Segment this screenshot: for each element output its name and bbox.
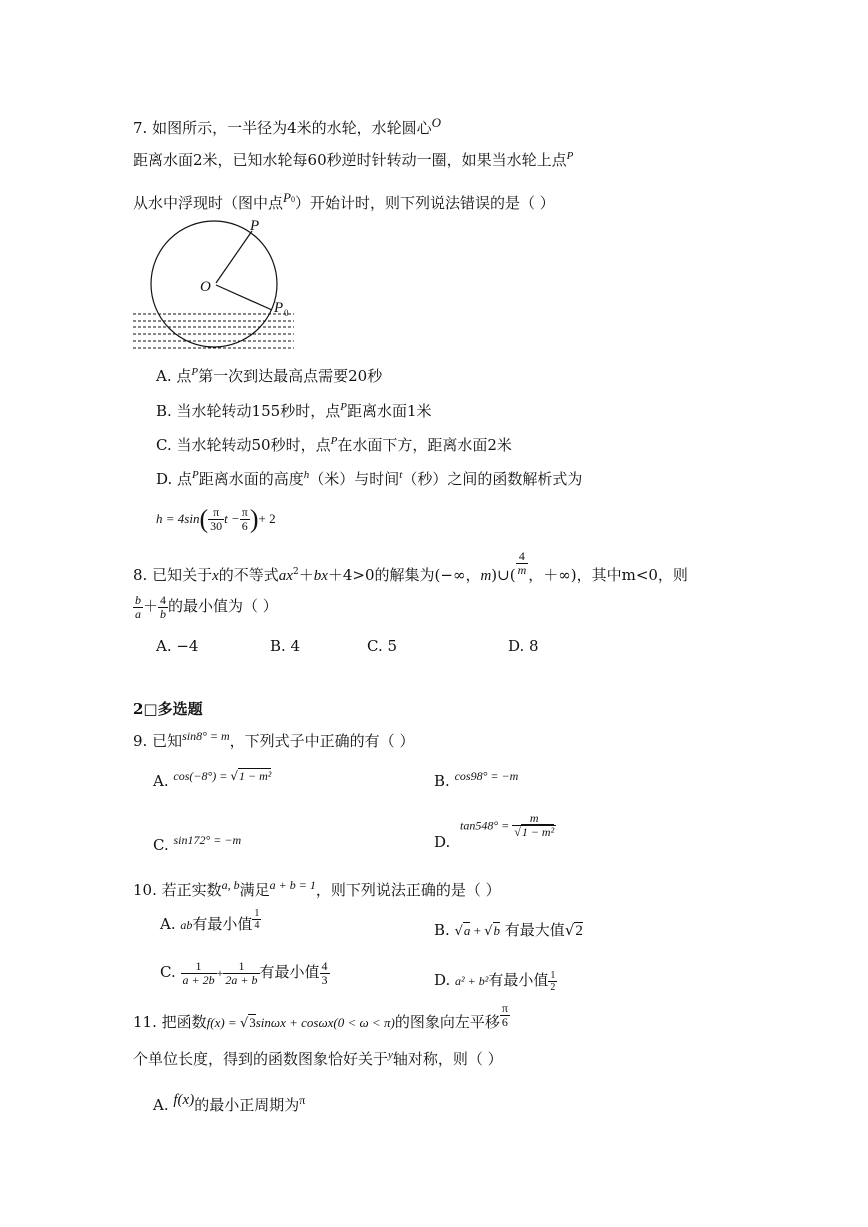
- var-p0-sub: 0: [290, 195, 295, 204]
- fraction-1-a2b: $\frac{1}{a + 2b}$: [182, 958, 215, 987]
- q9-option-b: [434, 766, 518, 791]
- radicand-2: 2: [575, 923, 583, 939]
- option-text: 距离水面1米: [346, 402, 432, 420]
- var-ax: ax: [278, 568, 293, 584]
- q8-option-a: A. −4: [156, 637, 199, 655]
- option-label: B.: [434, 772, 450, 790]
- option-text: D. 点: [156, 470, 193, 488]
- radicand-3: 3: [249, 1015, 256, 1030]
- q7-line1: [133, 113, 441, 138]
- q7-stem-text: 7. 如图所示，一半径为4米的水轮，水轮圆心: [133, 119, 432, 137]
- option-text: 有最小值: [488, 971, 549, 989]
- fraction-4-b: $\frac{4}{b}$: [160, 592, 167, 621]
- exp-2: 2: [292, 567, 299, 577]
- var-x: x: [212, 568, 219, 584]
- option-label: A.: [153, 1096, 169, 1114]
- q10-option-b: B. √a + √b 有最大值√2: [434, 921, 583, 939]
- q8-option-b: B. 4: [270, 637, 301, 655]
- radius-op0: [216, 285, 272, 310]
- fig-label-p0-sub: 0: [284, 308, 289, 318]
- symbol-pi: π: [299, 1093, 306, 1107]
- q9-option-a: A. $^{cos(-8^\circ) =}$ $^{√1 - m^2}$: [153, 769, 272, 790]
- option-expr: cos98° = −m: [454, 769, 519, 783]
- option-text: 有最大值: [504, 921, 565, 939]
- q11-text: 11. 把函数: [133, 1013, 207, 1031]
- option-text: 有最小值: [259, 963, 320, 981]
- q9-text: ，下列式子中正确的有（ ）: [229, 732, 415, 750]
- option-label: D.: [434, 833, 451, 851]
- q7-option-d: [156, 465, 582, 489]
- q11-function-tail: sinωx + cosωx(0 < ω < π): [255, 1015, 395, 1030]
- q10-option-a: [160, 906, 261, 942]
- var-y: y: [388, 1049, 393, 1061]
- q8-text: ＋: [298, 566, 314, 584]
- option-text: 距离水面的高度: [198, 470, 304, 488]
- q10-condition: a + b = 1: [269, 878, 316, 892]
- option-text: A. 点: [156, 367, 192, 385]
- fraction-4-3: $\frac{4}{3}$: [321, 958, 328, 987]
- fraction-b-a: $\frac{b}{a}$: [135, 592, 141, 621]
- var-p: P: [566, 150, 574, 162]
- option-label: A.: [153, 772, 169, 790]
- q8-text: ，＋∞)，其中m<0，则: [528, 566, 688, 584]
- q9-option-c: [153, 830, 241, 855]
- q9-condition: sin8° = m: [182, 729, 230, 743]
- option-label: A.: [160, 915, 176, 933]
- q8-text: )∪(: [491, 566, 516, 584]
- option-text: 在水面下方，距离水面2米: [337, 436, 512, 454]
- option-text: （米）与时间: [309, 470, 400, 488]
- q11-function: f(x) =: [206, 1015, 240, 1030]
- q11-text: 轴对称，则（ ）: [392, 1050, 503, 1068]
- q7-option-c: [156, 431, 512, 455]
- var-h: h: [303, 469, 310, 481]
- q8-line1: [133, 549, 688, 588]
- var-p: P: [340, 401, 347, 413]
- q7-formula: h = 4sin( $\frac{\pi}{30}$ t − $\frac{\pi}{6}$ )+ 2: [156, 504, 276, 534]
- q11-text: 的图象向左平移: [394, 1013, 500, 1031]
- q9-text: 9. 已知: [133, 732, 183, 750]
- plus-sign: ＋: [143, 597, 159, 615]
- option-expr: sin172° = −m: [173, 833, 242, 847]
- option-label: D.: [434, 971, 451, 989]
- var-m: m: [480, 568, 492, 584]
- q7-stem-text: ）开始计时，则下列说法错误的是（ ）: [294, 194, 555, 212]
- option-label: B.: [434, 921, 450, 939]
- q8-text: ＋4>0的解集为(−∞，: [327, 566, 481, 584]
- q7-stem-text: 距离水面2米，已知水轮每60秒逆时针转动一圈，如果当水轮上点: [133, 151, 567, 169]
- water-wheel-figure: [128, 218, 308, 358]
- water-lines: [133, 314, 294, 348]
- q8-line2: [133, 589, 278, 623]
- option-expr-wrap: [460, 812, 556, 839]
- option-label: C.: [160, 963, 176, 981]
- var-o: O: [431, 115, 442, 130]
- var-p0: P: [283, 190, 291, 205]
- q7-option-b: [156, 397, 431, 421]
- fraction-pi-6: $\frac{\pi}{6}$: [501, 1001, 508, 1029]
- q8-text: 8. 已知关于: [133, 566, 213, 584]
- q7-option-a: [156, 362, 382, 386]
- q7-stem-text: 从水中浮现时（图中点: [133, 194, 284, 212]
- q10-text: ，则下列说法正确的是（ ）: [315, 881, 501, 899]
- fig-label-p: P: [250, 218, 260, 234]
- q10-line1: [133, 875, 501, 900]
- q11-line2: [133, 1045, 503, 1069]
- q10-vars: a, b: [221, 878, 240, 892]
- fraction-4-m: $\frac{4}{m}$: [517, 549, 527, 577]
- fraction-1-4: $\frac{1}{4}$: [254, 908, 260, 931]
- option-expr: cos(−8°) =: [173, 769, 231, 783]
- option-radicand: 1 − m²: [239, 769, 272, 783]
- q10-option-c: C. $\frac{1}{a + 2b}$ + $\frac{1}{2a + b}$ 有最小值 $\frac{4}{3}$: [160, 958, 328, 987]
- q11-line1: 11. 把函数f(x) = √3sinωx + cosωx(0 < ω < π)的图象向左平移 $\frac{\pi}{6}$: [133, 1001, 508, 1031]
- var-p: P: [191, 366, 199, 378]
- radicand-b: b: [493, 923, 501, 938]
- option-text: （秒）之间的函数解析式为: [402, 470, 583, 488]
- option-text: C. 当水轮转动50秒时，点: [156, 436, 331, 454]
- q11-text: 个单位长度，得到的函数图象恰好关于: [133, 1050, 389, 1068]
- var-bx: bx: [313, 568, 328, 584]
- var-t: t: [399, 469, 403, 481]
- q7-line3: [133, 188, 555, 213]
- q8-option-d: D. 8: [508, 637, 539, 655]
- radicand-a: a: [463, 923, 471, 938]
- option-expr: f(x): [173, 1092, 195, 1108]
- formula-lhs: h = 4sin: [156, 511, 200, 526]
- option-expr: ab: [180, 918, 193, 932]
- q8-text: 的最小值为（ ）: [168, 597, 278, 615]
- q11-option-a: [153, 1090, 305, 1115]
- section-multiple-choice: 2□多选题: [133, 700, 203, 718]
- var-p: P: [192, 469, 199, 481]
- radius-op: [216, 231, 252, 283]
- option-expr: tan548° =: [460, 818, 513, 833]
- option-label: C.: [153, 836, 169, 854]
- option-text: B. 当水轮转动155秒时，点: [156, 402, 341, 420]
- fraction-pi-6: $\frac{\pi}{6}$: [241, 505, 248, 533]
- q10-text: 10. 若正实数: [133, 881, 222, 899]
- option-expr: a² + b²: [455, 974, 489, 988]
- wheel-circle: [151, 221, 277, 347]
- option-text: 的最小正周期为: [194, 1096, 300, 1114]
- fraction-pi-30: $\frac{\pi}{30}$: [210, 505, 223, 533]
- q9-line1: [133, 726, 414, 751]
- fraction-m-sqrt: $\frac{m}{\text{√1 − m²}}$: [514, 811, 555, 839]
- formula-tail: + 2: [258, 511, 276, 526]
- plus-sign: +: [470, 923, 485, 938]
- fig-label-p0: P: [274, 300, 284, 316]
- fraction-1-2: $\frac{1}{2}$: [550, 969, 556, 993]
- q8-option-c: C. 5: [367, 637, 398, 655]
- fraction-1-2ab: $\frac{1}{2a + b}$: [225, 958, 258, 987]
- option-text: 第一次到达最高点需要20秒: [198, 367, 383, 385]
- var-p: P: [330, 435, 338, 447]
- option-text: 有最小值: [192, 915, 253, 933]
- q7-line2: [133, 146, 573, 170]
- fig-label-o: O: [200, 279, 211, 295]
- q10-text: 满足: [239, 881, 270, 899]
- q8-text: 的不等式: [218, 566, 279, 584]
- q10-option-d: [434, 962, 557, 998]
- formula-t: t −: [224, 511, 240, 526]
